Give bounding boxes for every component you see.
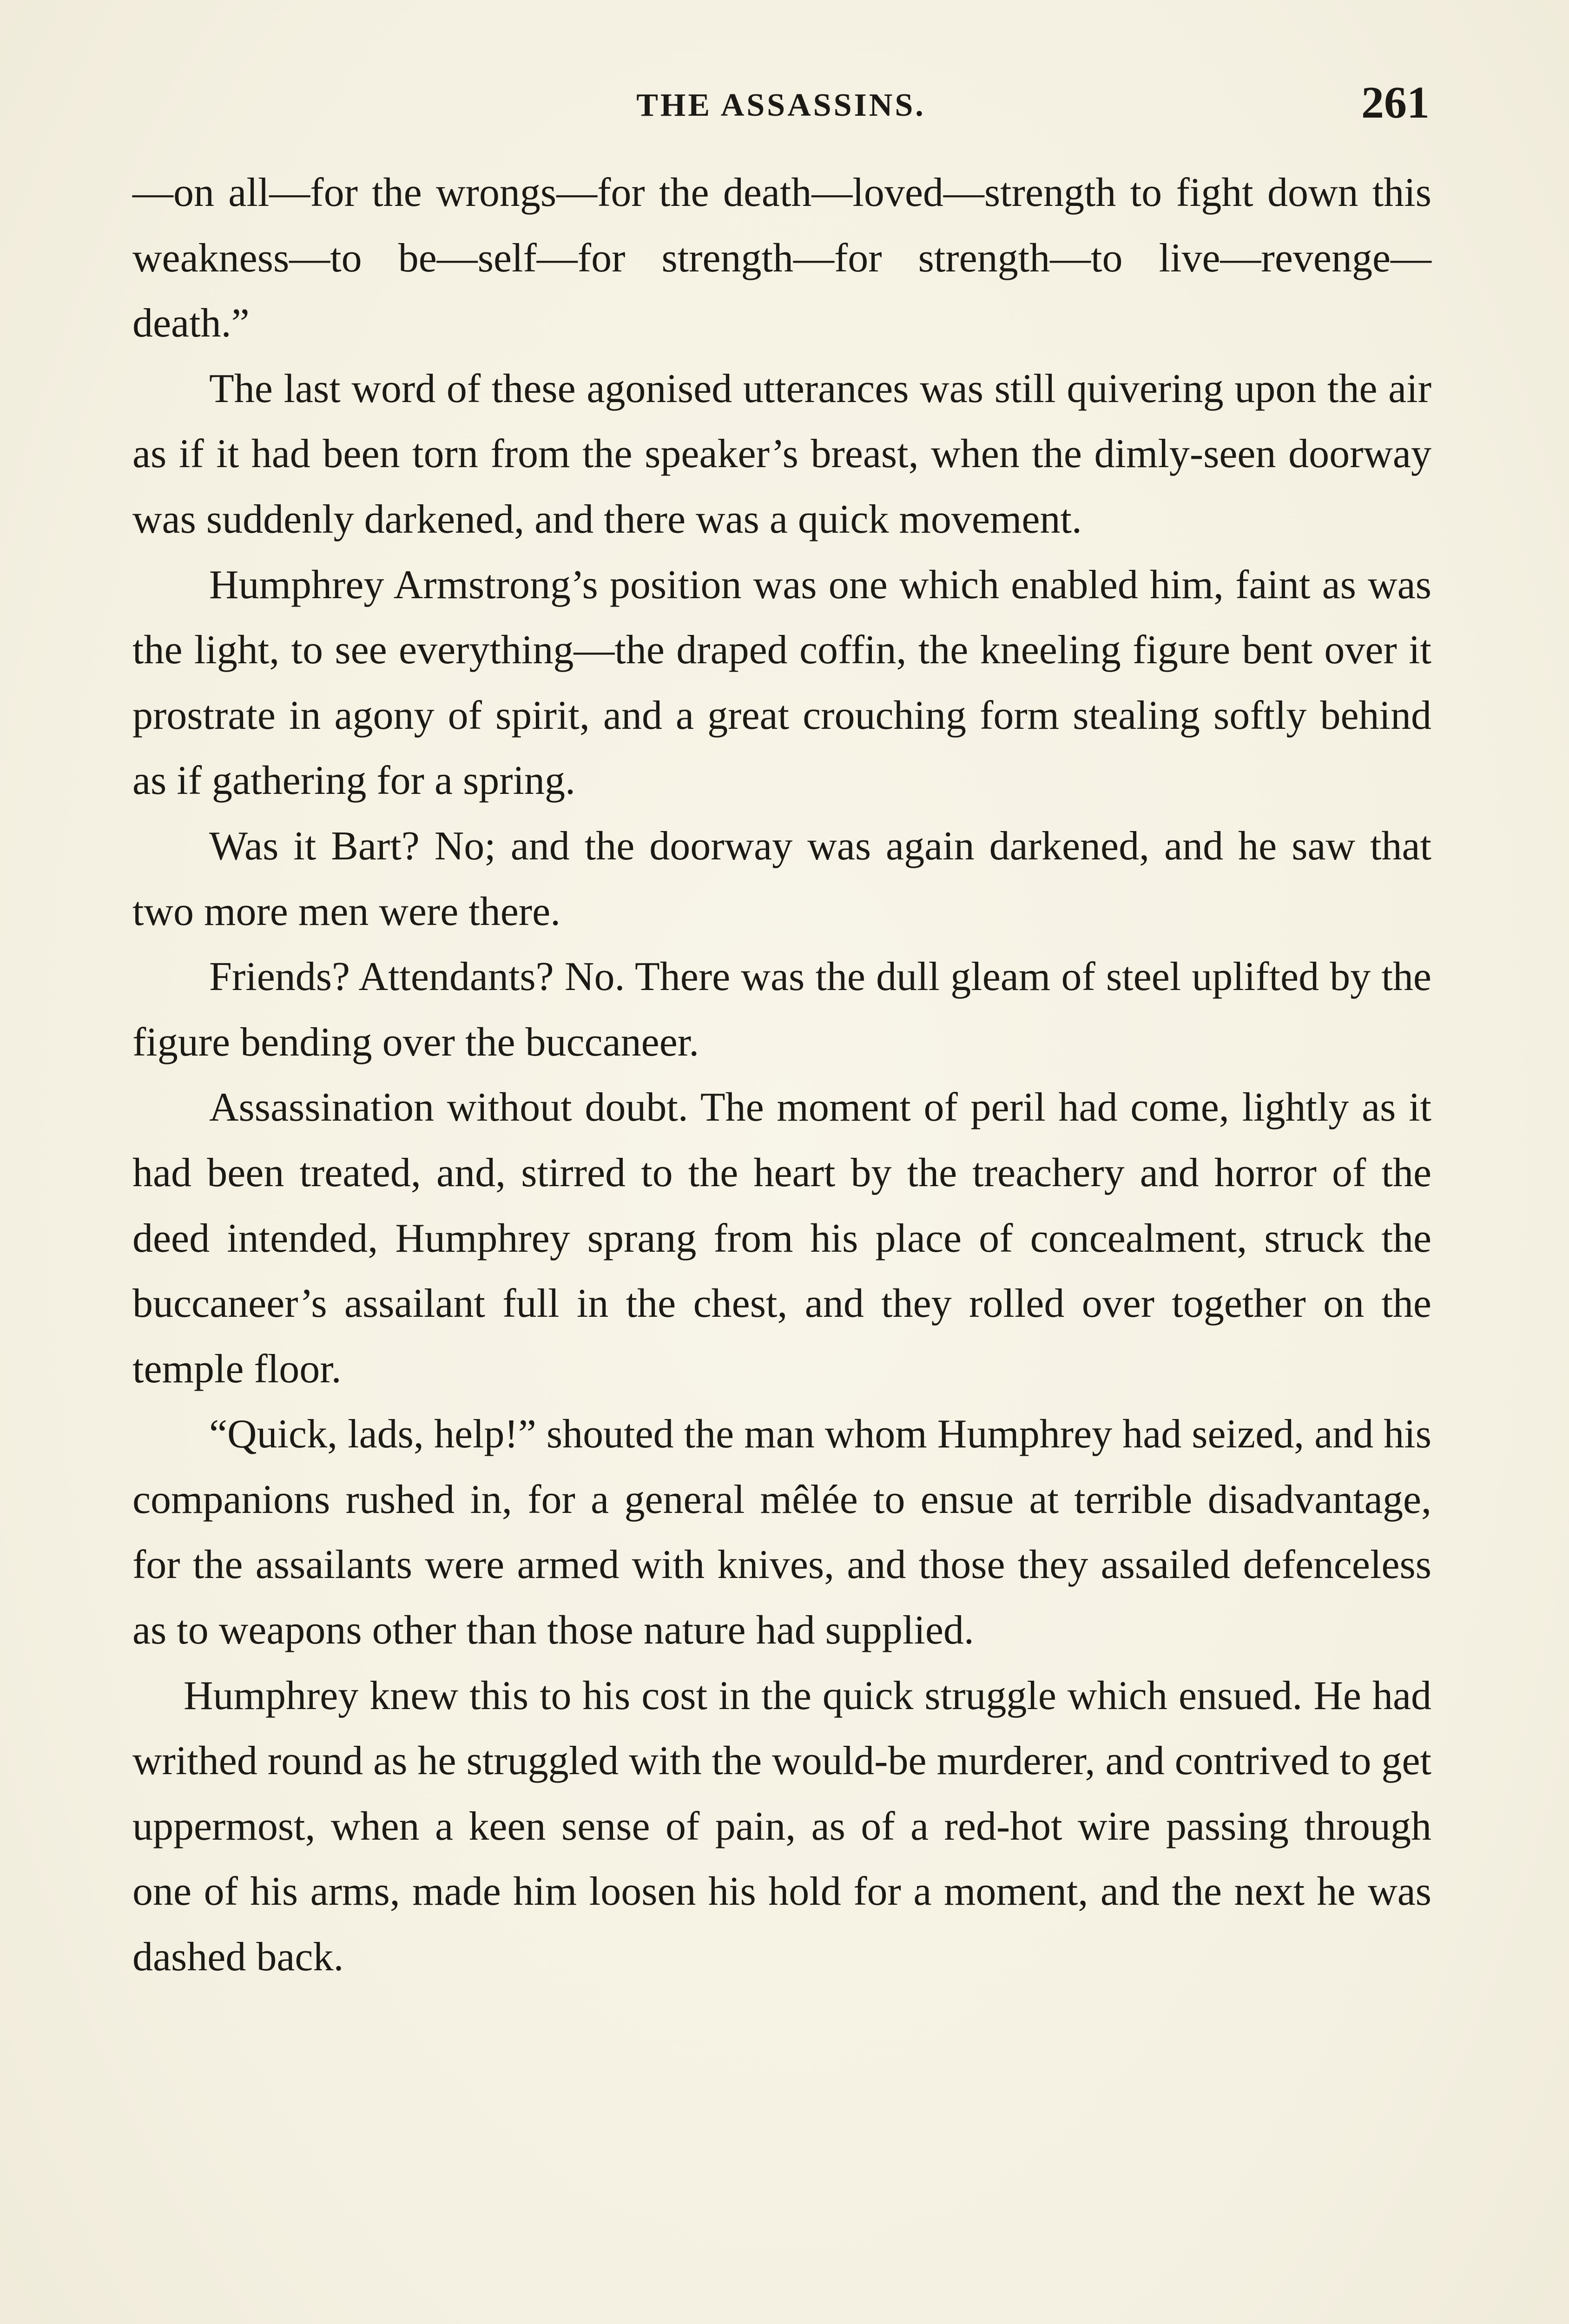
paragraph-1: —on all—for the wrongs—for the death—loved—strength to fight down this weakness—to be—self—for strength—for strength—to live—revenge—death.” bbox=[132, 170, 1431, 346]
paragraph-5: Friends? Attendants? No. There was the dull gleam of steel uplifted by the figure bending over the buccaneer. bbox=[132, 954, 1431, 1065]
page-number: 261 bbox=[1361, 78, 1430, 128]
paragraph-8: Humphrey knew this to his cost in the quick struggle which ensued. He had writhed round as he struggled with the would-be murderer, and contrived to get uppermost, when a keen sense of pain, as of a red-hot wire passing through one of his arms, made him loosen his hold for a moment, and the next he was dashed back. bbox=[132, 1673, 1431, 1980]
paragraph-3: Humphrey Armstrong’s position was one which enabled him, faint as was the light, to see everything—the draped coffin, the kneeling figure bent over it prostrate in agony of spirit, and a great crouching form stealing softly behind as if gathering for a spring. bbox=[132, 562, 1431, 804]
paragraph-4: Was it Bart? No; and the doorway was again darkened, and he saw that two more men were there. bbox=[132, 823, 1431, 934]
paragraph-6: Assassination without doubt. The moment of peril had come, lightly as it had been treated, and, stirred to the heart by the treachery and horror of the deed intended, Humphrey sprang from his place of concealment, struck the buccaneer’s assailant full in the chest, and they rolled over together on the temple floor. bbox=[132, 1085, 1431, 1392]
running-head bbox=[132, 77, 1430, 128]
paragraph-2: The last word of these agonised utterances was still quivering upon the air as if it had been torn from the speaker’s breast, when the dimly-seen doorway was suddenly darkened, and there was a quick movement. bbox=[132, 366, 1431, 542]
running-title: THE ASSASSINS. bbox=[636, 87, 926, 123]
paragraph-7: “Quick, lads, help!” shouted the man whom Humphrey had seized, and his companions rushed in, for a general mêlée to ensue at terrible disadvantage, for the assailants were armed with knives, and those they assailed defenceless as to weapons other than those nature had supplied. bbox=[132, 1412, 1431, 1653]
body-text bbox=[132, 160, 1431, 1990]
